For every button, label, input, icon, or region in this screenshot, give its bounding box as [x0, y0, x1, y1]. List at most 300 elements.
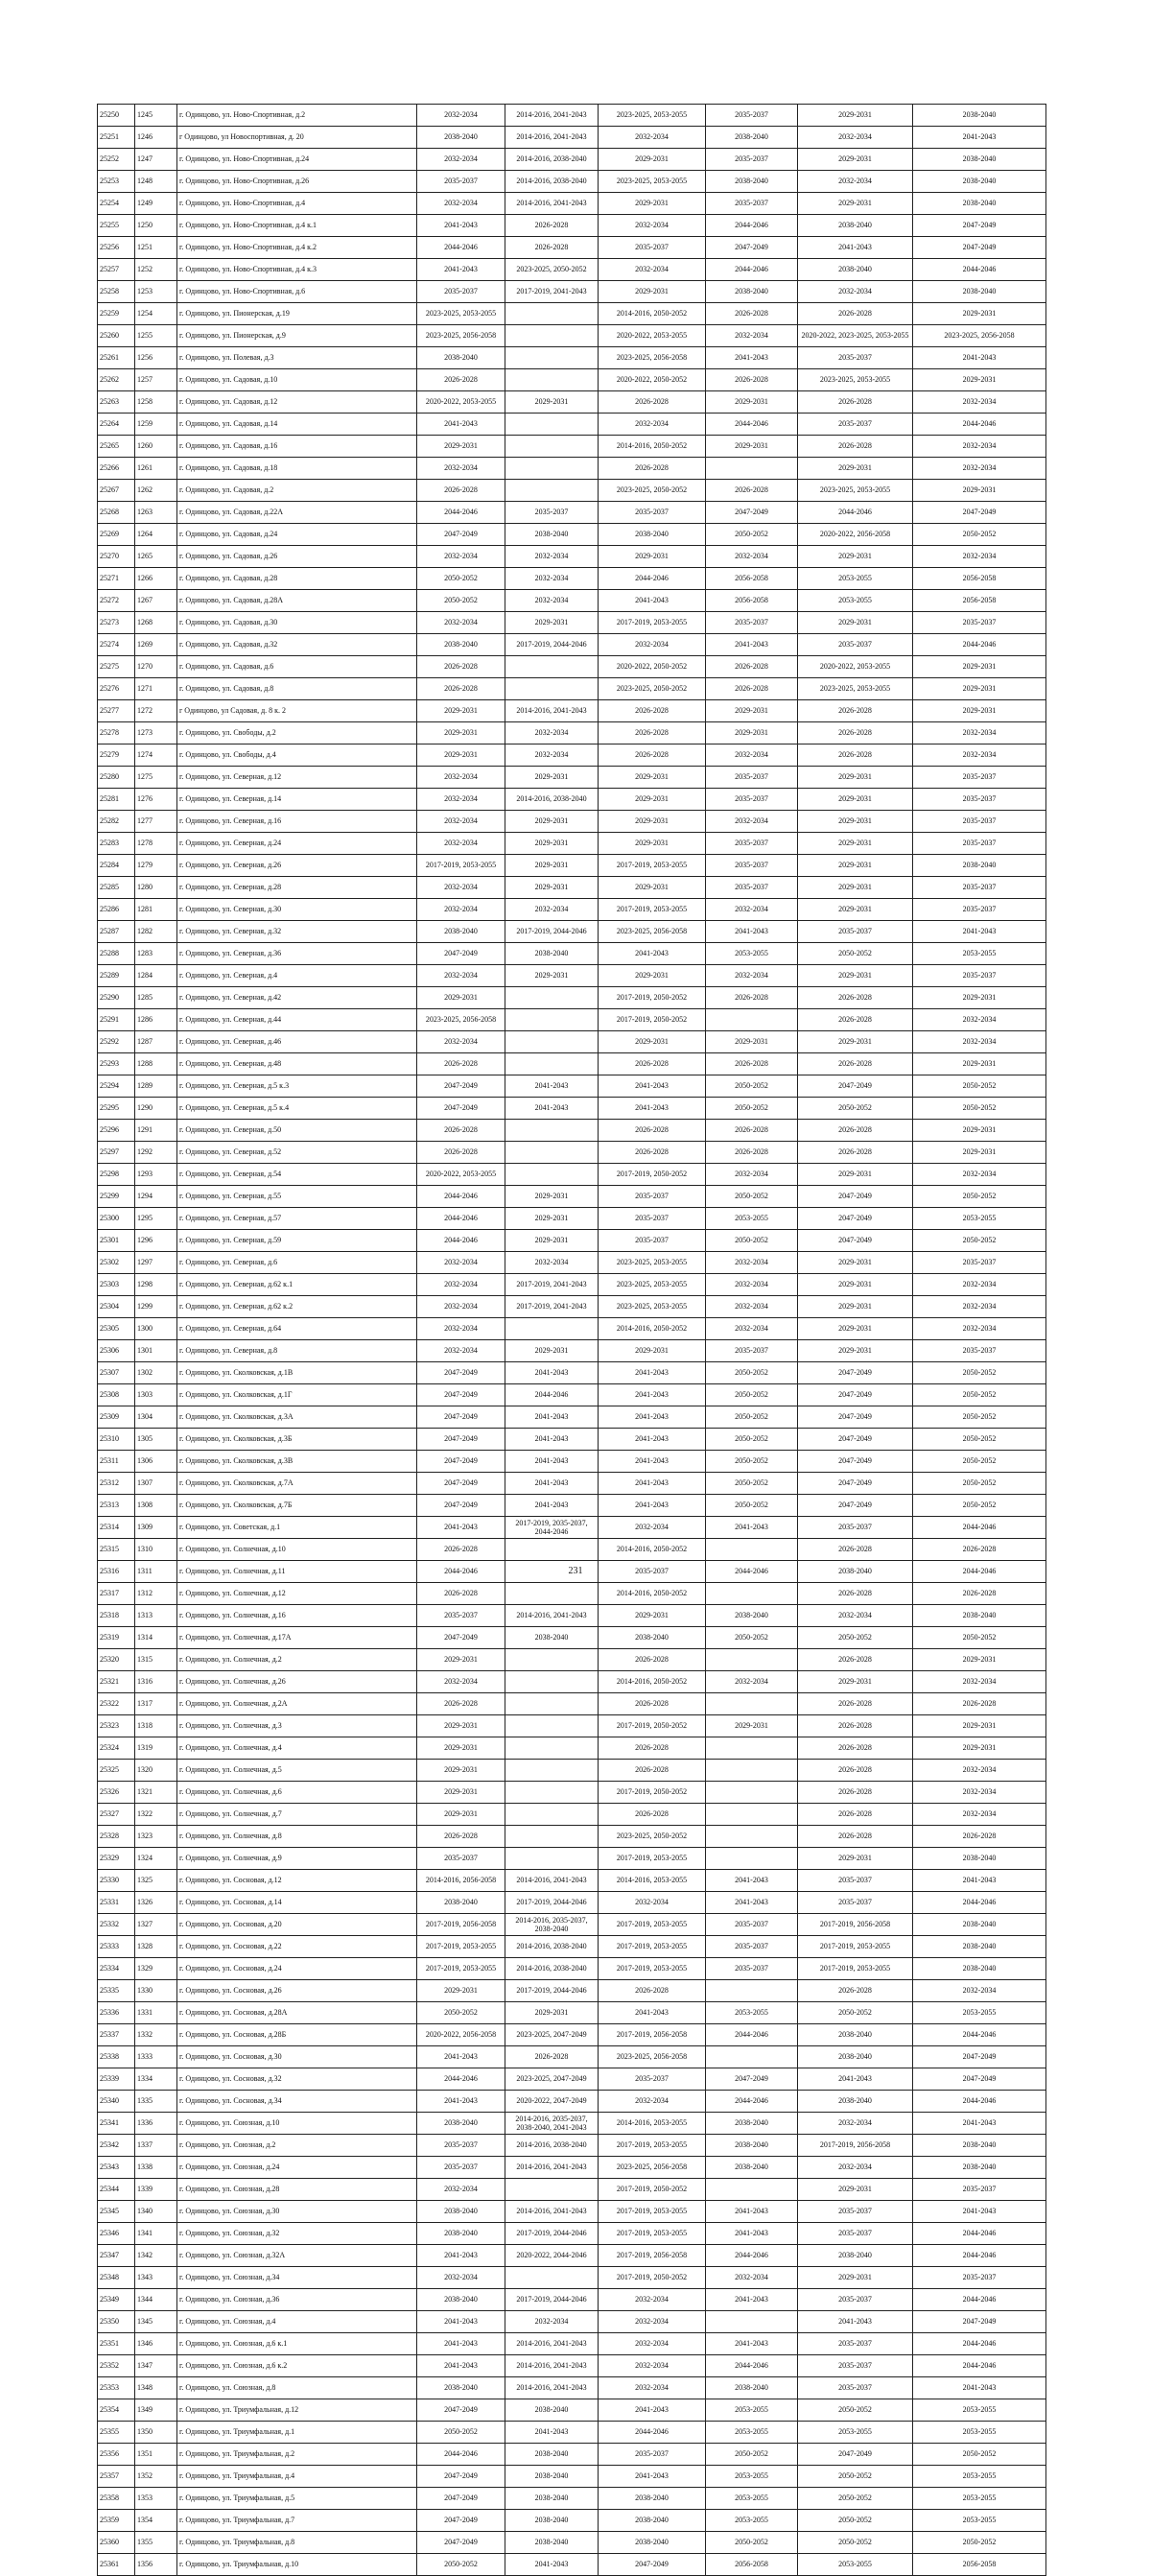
period-2-cell: 2038-2040	[505, 1627, 599, 1649]
table-row	[98, 2444, 1046, 2466]
period-3-cell: 2014-2016, 2050-2052	[599, 1583, 706, 1605]
period-3-cell: 2017-2019, 2053-2055	[599, 1958, 706, 1980]
house-number-cell: 1343	[135, 2267, 177, 2289]
period-4-cell	[706, 1848, 798, 1870]
period-6-cell: 2050-2052	[913, 524, 1046, 546]
period-4-cell: 2035-2037	[706, 877, 798, 899]
period-6-cell: 2038-2040	[913, 1605, 1046, 1627]
period-3-cell: 2035-2037	[599, 1208, 706, 1230]
period-6-cell: 2038-2040	[913, 1958, 1046, 1980]
period-2-cell: 2029-2031	[505, 1340, 599, 1362]
address-cell: г. Одинцово, ул. Союзная, д.2	[177, 2135, 417, 2157]
period-6-cell: 2047-2049	[913, 215, 1046, 237]
period-6-cell: 2023-2025, 2056-2058	[913, 325, 1046, 347]
period-2-cell: 2017-2019, 2044-2046	[505, 1892, 599, 1914]
row-number-cell: 25272	[98, 590, 135, 612]
period-5-cell: 2047-2049	[798, 1451, 913, 1473]
period-2-cell	[505, 1737, 599, 1760]
row-number-cell: 25340	[98, 2091, 135, 2113]
period-3-cell: 2041-2043	[599, 590, 706, 612]
table-row	[98, 414, 1046, 436]
address-cell: г. Одинцово, ул. Сосновая, д.26	[177, 1980, 417, 2002]
period-1-cell: 2044-2046	[417, 1561, 505, 1583]
period-6-cell: 2032-2034	[913, 391, 1046, 414]
period-3-cell: 2023-2025, 2050-2052	[599, 480, 706, 502]
period-1-cell: 2047-2049	[417, 524, 505, 546]
house-number-cell: 1351	[135, 2444, 177, 2466]
period-3-cell: 2041-2043	[599, 1384, 706, 1406]
house-number-cell: 1268	[135, 612, 177, 634]
period-1-cell: 2029-2031	[417, 700, 505, 722]
table-row	[98, 1715, 1046, 1737]
period-4-cell: 2044-2046	[706, 2091, 798, 2113]
period-4-cell: 2029-2031	[706, 700, 798, 722]
period-3-cell: 2035-2037	[599, 1561, 706, 1583]
period-2-cell: 2014-2016, 2041-2043	[505, 2201, 599, 2223]
period-5-cell: 2023-2025, 2053-2055	[798, 369, 913, 391]
address-cell: г. Одинцово, ул. Солнечная, д.2А	[177, 1693, 417, 1715]
period-5-cell: 2026-2028	[798, 1539, 913, 1561]
house-number-cell: 1316	[135, 1671, 177, 1693]
period-4-cell: 2038-2040	[706, 127, 798, 149]
period-1-cell: 2026-2028	[417, 1539, 505, 1561]
period-5-cell: 2029-2031	[798, 767, 913, 789]
row-number-cell: 25318	[98, 1605, 135, 1627]
period-5-cell: 2035-2037	[798, 414, 913, 436]
house-number-cell: 1290	[135, 1098, 177, 1120]
period-5-cell: 2050-2052	[798, 2510, 913, 2532]
period-4-cell: 2044-2046	[706, 259, 798, 281]
table-row	[98, 2113, 1046, 2135]
table-row	[98, 2289, 1046, 2311]
period-1-cell: 2017-2019, 2056-2058	[417, 1914, 505, 1936]
period-1-cell: 2020-2022, 2053-2055	[417, 391, 505, 414]
house-number-cell: 1294	[135, 1186, 177, 1208]
row-number-cell: 25338	[98, 2046, 135, 2068]
period-2-cell	[505, 1053, 599, 1075]
period-5-cell: 2026-2028	[798, 1782, 913, 1804]
period-4-cell: 2044-2046	[706, 2024, 798, 2046]
period-5-cell: 2026-2028	[798, 1693, 913, 1715]
period-1-cell: 2038-2040	[417, 2201, 505, 2223]
house-number-cell: 1309	[135, 1517, 177, 1539]
house-number-cell: 1350	[135, 2422, 177, 2444]
address-cell: г. Одинцово, ул. Северная, д.50	[177, 1120, 417, 1142]
address-cell: г. Одинцово, ул. Триумфальная, д.2	[177, 2444, 417, 2466]
address-cell: г Одинцово, ул Садовая, д. 8 к. 2	[177, 700, 417, 722]
address-cell: г. Одинцово, ул. Северная, д.30	[177, 899, 417, 921]
period-6-cell: 2029-2031	[913, 987, 1046, 1009]
period-3-cell: 2035-2037	[599, 1230, 706, 1252]
period-1-cell: 2038-2040	[417, 1892, 505, 1914]
house-number-cell: 1337	[135, 2135, 177, 2157]
address-cell: г. Одинцово, ул. Северная, д.57	[177, 1208, 417, 1230]
period-6-cell: 2041-2043	[913, 2113, 1046, 2135]
period-1-cell: 2047-2049	[417, 1362, 505, 1384]
table-row	[98, 105, 1046, 127]
period-5-cell: 2029-2031	[798, 1274, 913, 1296]
address-cell: г. Одинцово, ул. Садовая, д.12	[177, 391, 417, 414]
period-5-cell: 2038-2040	[798, 259, 913, 281]
house-number-cell: 1287	[135, 1031, 177, 1053]
address-cell: г. Одинцово, ул. Садовая, д.26	[177, 546, 417, 568]
schedule-table	[97, 104, 1046, 2576]
address-cell: г. Одинцово, ул. Садовая, д.30	[177, 612, 417, 634]
house-number-cell: 1301	[135, 1340, 177, 1362]
period-2-cell	[505, 987, 599, 1009]
house-number-cell: 1307	[135, 1473, 177, 1495]
row-number-cell: 25306	[98, 1340, 135, 1362]
row-number-cell: 25335	[98, 1980, 135, 2002]
period-3-cell: 2017-2019, 2050-2052	[599, 1009, 706, 1031]
period-1-cell: 2047-2049	[417, 2466, 505, 2488]
row-number-cell: 25280	[98, 767, 135, 789]
table-row	[98, 1737, 1046, 1760]
address-cell: г. Одинцово, ул. Ново-Спортивная, д.4 к.2	[177, 237, 417, 259]
house-number-cell: 1318	[135, 1715, 177, 1737]
period-6-cell: 2032-2034	[913, 1804, 1046, 1826]
period-4-cell	[706, 1980, 798, 2002]
period-4-cell: 2035-2037	[706, 789, 798, 811]
address-cell: г. Одинцово, ул. Солнечная, д.26	[177, 1671, 417, 1693]
period-1-cell: 2029-2031	[417, 1649, 505, 1671]
house-number-cell: 1249	[135, 193, 177, 215]
period-6-cell: 2047-2049	[913, 237, 1046, 259]
period-1-cell: 2020-2022, 2053-2055	[417, 1164, 505, 1186]
period-5-cell: 2035-2037	[798, 1892, 913, 1914]
address-cell: г. Одинцово, ул. Северная, д.55	[177, 1186, 417, 1208]
period-3-cell: 2038-2040	[599, 524, 706, 546]
period-2-cell: 2017-2019, 2041-2043	[505, 281, 599, 303]
period-6-cell: 2050-2052	[913, 1230, 1046, 1252]
period-6-cell: 2038-2040	[913, 281, 1046, 303]
period-5-cell: 2029-2031	[798, 1164, 913, 1186]
period-5-cell: 2038-2040	[798, 2091, 913, 2113]
house-number-cell: 1253	[135, 281, 177, 303]
table-row	[98, 325, 1046, 347]
period-1-cell: 2017-2019, 2053-2055	[417, 1958, 505, 1980]
period-1-cell: 2038-2040	[417, 127, 505, 149]
table-row	[98, 1406, 1046, 1429]
period-2-cell: 2029-2031	[505, 1230, 599, 1252]
period-6-cell: 2038-2040	[913, 855, 1046, 877]
address-cell: г Одинцово, ул Новоспортивная, д. 20	[177, 127, 417, 149]
period-6-cell: 2044-2046	[913, 414, 1046, 436]
row-number-cell: 25253	[98, 171, 135, 193]
period-5-cell: 2044-2046	[798, 502, 913, 524]
period-6-cell: 2041-2043	[913, 1870, 1046, 1892]
address-cell: г. Одинцово, ул. Ново-Спортивная, д.26	[177, 171, 417, 193]
period-3-cell: 2038-2040	[599, 2532, 706, 2554]
period-2-cell: 2026-2028	[505, 237, 599, 259]
period-4-cell: 2035-2037	[706, 855, 798, 877]
row-number-cell: 25279	[98, 744, 135, 767]
page-number: 231	[568, 1566, 583, 1576]
period-3-cell: 2023-2025, 2056-2058	[599, 347, 706, 369]
period-4-cell	[706, 1804, 798, 1826]
period-4-cell: 2035-2037	[706, 149, 798, 171]
house-number-cell: 1344	[135, 2289, 177, 2311]
period-3-cell: 2023-2025, 2053-2055	[599, 1274, 706, 1296]
row-number-cell: 25359	[98, 2510, 135, 2532]
period-4-cell: 2032-2034	[706, 325, 798, 347]
house-number-cell: 1336	[135, 2113, 177, 2135]
period-1-cell: 2026-2028	[417, 1120, 505, 1142]
period-6-cell: 2050-2052	[913, 1429, 1046, 1451]
row-number-cell: 25292	[98, 1031, 135, 1053]
period-2-cell: 2041-2043	[505, 1098, 599, 1120]
house-number-cell: 1292	[135, 1142, 177, 1164]
period-4-cell	[706, 458, 798, 480]
row-number-cell: 25354	[98, 2399, 135, 2422]
house-number-cell: 1264	[135, 524, 177, 546]
address-cell: г. Одинцово, ул. Сосновая, д.34	[177, 2091, 417, 2113]
period-3-cell: 2014-2016, 2050-2052	[599, 303, 706, 325]
period-4-cell	[706, 1760, 798, 1782]
period-3-cell: 2029-2031	[599, 833, 706, 855]
period-6-cell: 2041-2043	[913, 347, 1046, 369]
period-3-cell: 2044-2046	[599, 2422, 706, 2444]
row-number-cell: 25357	[98, 2466, 135, 2488]
period-4-cell: 2032-2034	[706, 965, 798, 987]
period-2-cell: 2014-2016, 2041-2043	[505, 105, 599, 127]
address-cell: г. Одинцово, ул. Сосновая, д.32	[177, 2068, 417, 2091]
period-5-cell: 2047-2049	[798, 2444, 913, 2466]
period-1-cell: 2032-2034	[417, 1318, 505, 1340]
house-number-cell: 1334	[135, 2068, 177, 2091]
period-2-cell: 2041-2043	[505, 1473, 599, 1495]
period-3-cell: 2020-2022, 2053-2055	[599, 325, 706, 347]
period-1-cell: 2038-2040	[417, 2113, 505, 2135]
period-3-cell: 2035-2037	[599, 2068, 706, 2091]
period-2-cell	[505, 656, 599, 678]
period-6-cell: 2044-2046	[913, 2223, 1046, 2245]
row-number-cell: 25355	[98, 2422, 135, 2444]
address-cell: г. Одинцово, ул. Солнечная, д.5	[177, 1760, 417, 1782]
period-3-cell: 2032-2034	[599, 2377, 706, 2399]
period-2-cell: 2029-2031	[505, 612, 599, 634]
period-4-cell: 2026-2028	[706, 1053, 798, 1075]
table-row	[98, 281, 1046, 303]
period-2-cell: 2014-2016, 2038-2040	[505, 1958, 599, 1980]
address-cell: г. Одинцово, ул. Северная, д.6	[177, 1252, 417, 1274]
period-1-cell: 2044-2046	[417, 1208, 505, 1230]
period-1-cell: 2020-2022, 2056-2058	[417, 2024, 505, 2046]
period-3-cell: 2032-2034	[599, 1517, 706, 1539]
table-row	[98, 2135, 1046, 2157]
period-4-cell: 2047-2049	[706, 502, 798, 524]
table-row	[98, 215, 1046, 237]
row-number-cell: 25264	[98, 414, 135, 436]
period-1-cell: 2026-2028	[417, 1053, 505, 1075]
address-cell: г. Одинцово, ул. Садовая, д.32	[177, 634, 417, 656]
period-1-cell: 2050-2052	[417, 2554, 505, 2576]
period-3-cell: 2041-2043	[599, 1098, 706, 1120]
period-4-cell: 2041-2043	[706, 1517, 798, 1539]
address-cell: г. Одинцово, ул. Северная, д.64	[177, 1318, 417, 1340]
period-3-cell: 2032-2034	[599, 1892, 706, 1914]
table-row	[98, 436, 1046, 458]
house-number-cell: 1319	[135, 1737, 177, 1760]
address-cell: г. Одинцово, ул. Садовая, д.28	[177, 568, 417, 590]
period-1-cell: 2032-2034	[417, 899, 505, 921]
row-number-cell: 25285	[98, 877, 135, 899]
period-5-cell: 2047-2049	[798, 1186, 913, 1208]
table-row	[98, 987, 1046, 1009]
row-number-cell: 25286	[98, 899, 135, 921]
period-5-cell: 2035-2037	[798, 1870, 913, 1892]
address-cell: г. Одинцово, ул. Северная, д.16	[177, 811, 417, 833]
period-5-cell: 2026-2028	[798, 1583, 913, 1605]
period-2-cell: 2032-2034	[505, 899, 599, 921]
row-number-cell: 25295	[98, 1098, 135, 1120]
period-5-cell: 2038-2040	[798, 215, 913, 237]
period-2-cell: 2032-2034	[505, 744, 599, 767]
table-row	[98, 1671, 1046, 1693]
period-1-cell: 2032-2034	[417, 789, 505, 811]
row-number-cell: 25345	[98, 2201, 135, 2223]
period-4-cell: 2050-2052	[706, 1230, 798, 1252]
period-6-cell: 2044-2046	[913, 2024, 1046, 2046]
row-number-cell: 25322	[98, 1693, 135, 1715]
period-2-cell: 2032-2034	[505, 546, 599, 568]
period-4-cell: 2032-2034	[706, 1164, 798, 1186]
row-number-cell: 25252	[98, 149, 135, 171]
period-5-cell: 2035-2037	[798, 2201, 913, 2223]
house-number-cell: 1354	[135, 2510, 177, 2532]
house-number-cell: 1321	[135, 1782, 177, 1804]
period-1-cell: 2026-2028	[417, 656, 505, 678]
period-6-cell: 2053-2055	[913, 943, 1046, 965]
period-2-cell: 2017-2019, 2044-2046	[505, 634, 599, 656]
house-number-cell: 1324	[135, 1848, 177, 1870]
row-number-cell: 25271	[98, 568, 135, 590]
period-6-cell: 2029-2031	[913, 656, 1046, 678]
house-number-cell: 1305	[135, 1429, 177, 1451]
table-row	[98, 1804, 1046, 1826]
address-cell: г. Одинцово, ул. Северная, д.48	[177, 1053, 417, 1075]
table-row	[98, 369, 1046, 391]
period-5-cell: 2026-2028	[798, 1142, 913, 1164]
row-number-cell: 25266	[98, 458, 135, 480]
period-6-cell: 2044-2046	[913, 2355, 1046, 2377]
period-6-cell: 2035-2037	[913, 1340, 1046, 1362]
period-1-cell: 2032-2034	[417, 1031, 505, 1053]
period-2-cell: 2014-2016, 2038-2040	[505, 149, 599, 171]
period-5-cell: 2026-2028	[798, 1760, 913, 1782]
period-6-cell: 2032-2034	[913, 1760, 1046, 1782]
period-3-cell: 2038-2040	[599, 2488, 706, 2510]
table-row	[98, 1053, 1046, 1075]
period-5-cell: 2029-2031	[798, 546, 913, 568]
period-3-cell: 2017-2019, 2053-2055	[599, 899, 706, 921]
period-6-cell: 2032-2034	[913, 1782, 1046, 1804]
period-4-cell	[706, 2311, 798, 2333]
table-row	[98, 678, 1046, 700]
address-cell: г. Одинцово, ул. Сколковская, д.1В	[177, 1362, 417, 1384]
period-2-cell: 2038-2040	[505, 2488, 599, 2510]
house-number-cell: 1348	[135, 2377, 177, 2399]
period-1-cell: 2044-2046	[417, 502, 505, 524]
period-1-cell: 2032-2034	[417, 1296, 505, 1318]
period-1-cell: 2041-2043	[417, 2091, 505, 2113]
period-4-cell: 2026-2028	[706, 1120, 798, 1142]
period-3-cell: 2032-2034	[599, 2091, 706, 2113]
period-6-cell: 2044-2046	[913, 1517, 1046, 1539]
house-number-cell: 1269	[135, 634, 177, 656]
period-5-cell: 2029-2031	[798, 789, 913, 811]
period-5-cell: 2029-2031	[798, 2267, 913, 2289]
period-1-cell: 2050-2052	[417, 2002, 505, 2024]
row-number-cell: 25289	[98, 965, 135, 987]
period-6-cell: 2038-2040	[913, 1936, 1046, 1958]
period-4-cell: 2038-2040	[706, 2113, 798, 2135]
period-2-cell: 2014-2016, 2038-2040	[505, 789, 599, 811]
period-4-cell: 2029-2031	[706, 722, 798, 744]
period-3-cell: 2026-2028	[599, 1980, 706, 2002]
address-cell: г. Одинцово, ул. Полевая, д.3	[177, 347, 417, 369]
table-row	[98, 1009, 1046, 1031]
period-4-cell: 2038-2040	[706, 171, 798, 193]
period-1-cell: 2038-2040	[417, 634, 505, 656]
row-number-cell: 25301	[98, 1230, 135, 1252]
period-1-cell: 2017-2019, 2053-2055	[417, 855, 505, 877]
period-1-cell: 2035-2037	[417, 2135, 505, 2157]
period-6-cell: 2056-2058	[913, 2554, 1046, 2576]
address-cell: г. Одинцово, ул. Ново-Спортивная, д.4 к.1	[177, 215, 417, 237]
table-row	[98, 2554, 1046, 2576]
row-number-cell: 25361	[98, 2554, 135, 2576]
house-number-cell: 1282	[135, 921, 177, 943]
period-2-cell: 2041-2043	[505, 2554, 599, 2576]
house-number-cell: 1317	[135, 1693, 177, 1715]
house-number-cell: 1345	[135, 2311, 177, 2333]
period-3-cell: 2023-2025, 2053-2055	[599, 1252, 706, 1274]
table-row	[98, 2355, 1046, 2377]
period-6-cell: 2047-2049	[913, 2311, 1046, 2333]
period-3-cell: 2032-2034	[599, 259, 706, 281]
period-5-cell: 2041-2043	[798, 2311, 913, 2333]
period-2-cell: 2038-2040	[505, 2466, 599, 2488]
period-5-cell: 2035-2037	[798, 2333, 913, 2355]
table-row	[98, 1186, 1046, 1208]
period-4-cell: 2050-2052	[706, 1362, 798, 1384]
table-row	[98, 634, 1046, 656]
address-cell: г. Одинцово, ул. Сколковская, д.7Б	[177, 1495, 417, 1517]
period-1-cell: 2038-2040	[417, 2289, 505, 2311]
address-cell: г. Одинцово, ул. Свободы, д.4	[177, 744, 417, 767]
address-cell: г. Одинцово, ул. Северная, д.8	[177, 1340, 417, 1362]
table-row	[98, 1980, 1046, 2002]
house-number-cell: 1308	[135, 1495, 177, 1517]
row-number-cell: 25270	[98, 546, 135, 568]
period-6-cell: 2032-2034	[913, 1009, 1046, 1031]
period-2-cell	[505, 1848, 599, 1870]
period-5-cell: 2047-2049	[798, 1230, 913, 1252]
period-2-cell: 2029-2031	[505, 833, 599, 855]
period-4-cell: 2029-2031	[706, 1031, 798, 1053]
period-5-cell: 2041-2043	[798, 237, 913, 259]
period-3-cell: 2032-2034	[599, 2355, 706, 2377]
period-6-cell: 2032-2034	[913, 1318, 1046, 1340]
address-cell: г. Одинцово, ул. Северная, д.26	[177, 855, 417, 877]
period-1-cell: 2032-2034	[417, 1340, 505, 1362]
period-3-cell: 2041-2043	[599, 943, 706, 965]
period-6-cell: 2032-2034	[913, 458, 1046, 480]
table-row	[98, 877, 1046, 899]
period-6-cell: 2044-2046	[913, 1892, 1046, 1914]
period-3-cell: 2017-2019, 2056-2058	[599, 2024, 706, 2046]
